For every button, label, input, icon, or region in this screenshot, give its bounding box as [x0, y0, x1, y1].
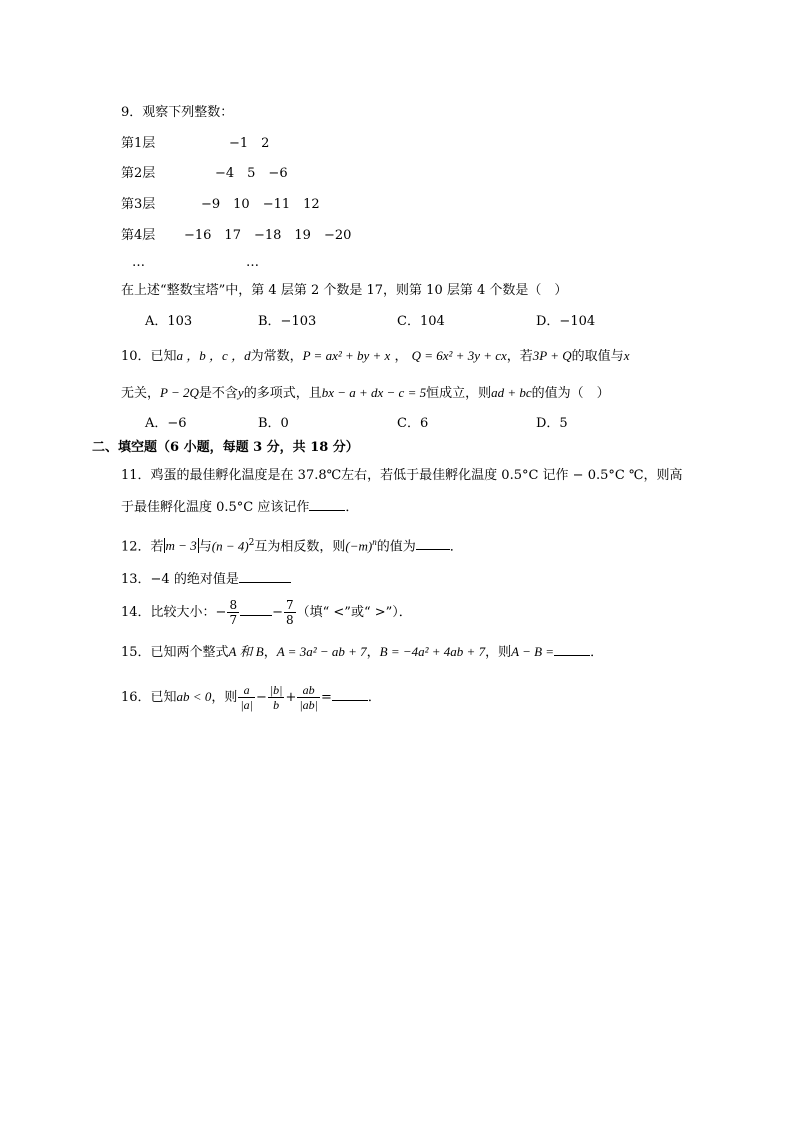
- q16-frac1-num: a: [238, 683, 255, 698]
- q9-question: 在上述“整数宝塔”中，第 4 层第 2 个数是 17，则第 10 层第 4 个数是（ ）: [121, 283, 568, 298]
- q16-b: ，则: [211, 690, 238, 705]
- q10-line2-a: 无关，: [121, 386, 161, 401]
- q16-a: 16．已知: [121, 690, 177, 705]
- q12-end: ．: [449, 539, 463, 555]
- q10-line2-b: 是不含: [198, 386, 238, 401]
- q13-answer-blank[interactable]: [239, 570, 291, 583]
- q10-vars: a ，b ，c ，d: [176, 348, 251, 363]
- q10-line2-e: 的值为（ ）: [531, 386, 610, 401]
- q16-eq: =: [320, 690, 332, 705]
- q14-frac2-num: 7: [285, 598, 294, 612]
- q10-line1: 10．已知a ，b ，c ，d为常数，P = ax² + by + x ， Q = 6x² + 3y + cx，若3P + Q的取值与x: [121, 348, 630, 364]
- q10-Q: Q = 6x² + 3y + cx: [411, 348, 507, 363]
- q10-expr1: 3P + Q: [532, 348, 572, 363]
- q9-option-c: C．104: [397, 314, 445, 329]
- q12-sq: (n − 4): [211, 538, 249, 554]
- q16-frac1-den: |a|: [240, 698, 253, 712]
- q16-frac3-den: |ab|: [299, 698, 318, 712]
- q10-x: x: [623, 348, 630, 363]
- q16-frac1: [238, 683, 255, 712]
- q16-line: [121, 678, 381, 717]
- q13-line: [121, 570, 291, 588]
- q14-frac2: [284, 598, 296, 627]
- q14-answer-blank[interactable]: [240, 603, 272, 616]
- q12-line: 12．若 m − 3 与$(n - 4)^2$互为相反数，则$(-m)^n$的值为 ．: [121, 537, 463, 555]
- q13-text: 13．−4 的绝对值是: [121, 572, 239, 587]
- q16-cond: ab < 0: [176, 689, 212, 704]
- q9-layer1-label: 第1层: [121, 136, 156, 151]
- q14-line: [121, 598, 412, 628]
- q16-frac2-num: |b|: [269, 683, 283, 697]
- q10-line2-c: 的多项式，且: [243, 386, 322, 401]
- q15-line: [121, 643, 603, 661]
- q10-line2: [121, 385, 610, 402]
- q9-layer1-nums: −1 2: [229, 136, 270, 151]
- q14-frac1-num: 8: [229, 598, 238, 612]
- q12-answer-blank[interactable]: [416, 537, 450, 550]
- q9-dots-left: …: [132, 255, 145, 270]
- q16-frac3: [297, 683, 320, 712]
- q15-a: 15．已知两个整式: [121, 645, 229, 660]
- q16-frac2-den: b: [273, 698, 280, 712]
- q9-layer3-label: 第3层: [121, 197, 156, 212]
- q9-layer2-label: 第2层: [121, 166, 156, 181]
- q14-a: 14．比较大小：−: [121, 605, 227, 620]
- q10-line1-a: 10．已知: [121, 349, 177, 364]
- q15-d: ，则: [485, 645, 512, 660]
- q10-option-c: C．6: [397, 416, 429, 431]
- q15-c: ，: [366, 645, 380, 660]
- q9-layer4-label: 第4层: [121, 228, 156, 243]
- q15-ans: A − B =: [511, 644, 555, 659]
- q9-layer4-nums: −16 17 −18 19 −20: [184, 228, 352, 243]
- q10-y: y: [237, 385, 244, 400]
- q16-op1: −: [255, 690, 267, 705]
- q10-expr2: P − 2Q: [160, 385, 199, 400]
- q15-Beq: B = −4a² + 4ab + 7: [379, 644, 486, 659]
- q9-stem: 9．观察下列整数：: [121, 105, 234, 120]
- q10-line1-c: ，若: [506, 349, 533, 364]
- q11-line2-wrap: [121, 498, 358, 516]
- q15-AB: A 和 B: [228, 644, 264, 659]
- q15-b: ，: [263, 645, 277, 660]
- q11-answer-blank[interactable]: [309, 498, 345, 511]
- q15-Aeq: A = 3a² − ab + 7: [276, 644, 367, 659]
- q10-eq: bx − a + dx − c = 5: [321, 385, 427, 400]
- q16-frac2: [268, 683, 285, 712]
- q12-d: 的值为: [376, 539, 416, 555]
- q14-frac1-den: 7: [229, 613, 238, 627]
- section-heading: 二、填空题（6 小题，每题 3 分，共 18 分）: [92, 440, 359, 455]
- q15-answer-blank[interactable]: [554, 643, 590, 656]
- q14-frac2-den: 8: [285, 613, 294, 627]
- q12-abs: m − 3: [165, 538, 197, 554]
- q16-op2: +: [285, 690, 297, 705]
- q9-layer2-nums: −4 5 −6: [215, 166, 288, 181]
- q9-layer3-nums: −9 10 −11 12: [201, 197, 320, 212]
- q10-option-a: A．−6: [145, 416, 187, 431]
- q16-end: ．: [367, 690, 381, 705]
- q15-end: ．: [590, 645, 604, 660]
- q14-frac1: [227, 598, 239, 627]
- q12-pw: (−m): [345, 538, 373, 554]
- q10-P: P = ax² + by + x: [302, 348, 391, 363]
- q10-option-b: B．0: [258, 416, 289, 431]
- q10-line2-d: 恒成立，则: [426, 386, 492, 401]
- q12-a: 12．若: [121, 539, 164, 555]
- q14-mid: −: [272, 605, 283, 620]
- q10-line1-d: 的取值与: [571, 349, 624, 364]
- q11-line1: 11．鸡蛋的最佳孵化温度是在 37.8℃左右，若低于最佳孵化温度 0.5°C 记作 − 0.5°C ℃，则高: [121, 468, 683, 483]
- q9-option-b: B．−103: [258, 314, 317, 329]
- q16-answer-blank[interactable]: [332, 688, 368, 701]
- q10-line1-b: 为常数，: [250, 349, 303, 364]
- q10-expr3: ad + bc: [491, 385, 532, 400]
- q9-option-a: A．103: [145, 314, 193, 329]
- q10-option-d: D．5: [536, 416, 568, 431]
- q9-option-d: D．−104: [536, 314, 596, 329]
- q12-b: 与: [198, 539, 212, 555]
- q16-frac3-num: ab: [297, 683, 320, 698]
- q11-line2: 于最佳孵化温度 0.5°C 应该记作: [121, 500, 310, 515]
- q9-dots-right: …: [246, 255, 259, 270]
- q12-c: 互为相反数，则: [254, 539, 346, 555]
- q11-end: ．: [345, 500, 359, 515]
- q14-b: （填“ <”或“ >”）．: [296, 605, 412, 620]
